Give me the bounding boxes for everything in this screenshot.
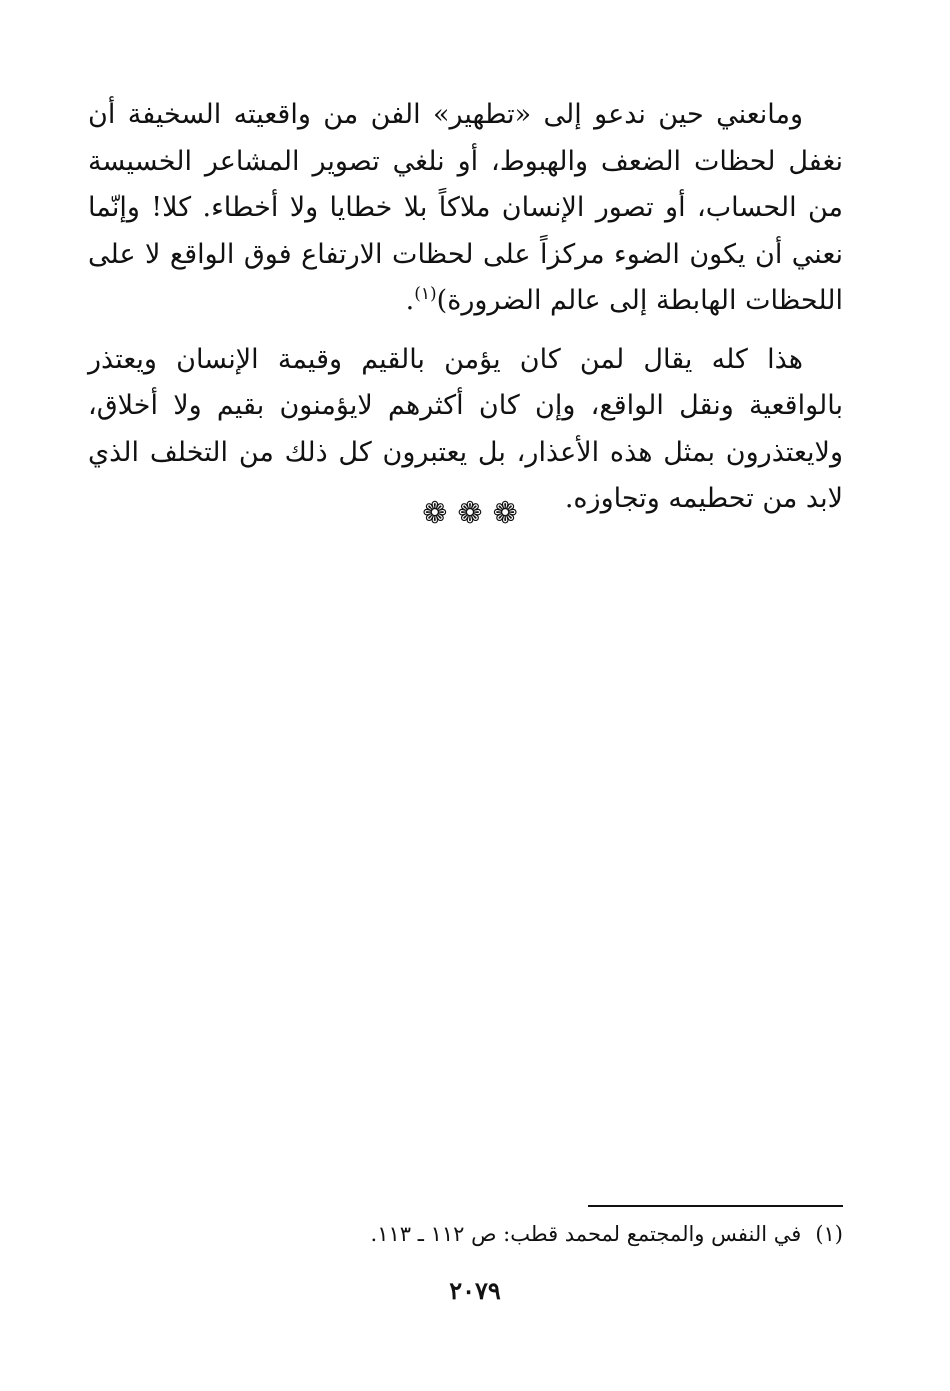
footnote-text: في النفس والمجتمع لمحمد قطب: ص ١١٢ ـ ١١٣. <box>370 1222 802 1246</box>
flower-ornament-icon: ❁ <box>457 496 493 531</box>
footnote <box>88 1218 843 1250</box>
paragraph-1-text: ومانعني حين ندعو إلى «تطهير» الفن من واقعيته السخيفة أن نغفل لحظات الضعف والهبوط، أو نلغي تصوير المشاعر الخسيسة من الحساب، أو تصور الإنسان ملاكاً بلا خطايا ولا أخطاء. كلا! وإنّما نعني أن يكون الضوء مركزاً على لحظات الارتفاع فوق الواقع لا على اللحظات الهابطة إلى عالم الضرورة) <box>88 99 843 316</box>
paragraph-2 <box>88 337 843 523</box>
body-text <box>88 92 843 523</box>
flower-ornament-icon: ❁ <box>492 496 528 531</box>
footnote-reference[interactable]: (١) <box>414 284 437 304</box>
footnote-divider <box>588 1205 843 1207</box>
section-ornaments <box>0 496 950 531</box>
footnote-number: (١) <box>815 1222 843 1246</box>
paragraph-1-tail: . <box>405 285 415 316</box>
flower-ornament-icon: ❁ <box>422 496 458 531</box>
page-number: ٢٠٧٩ <box>449 1276 501 1305</box>
paragraph-1 <box>88 92 843 325</box>
paragraph-2-text: هذا كله يقال لمن كان يؤمن بالقيم وقيمة الإنسان ويعتذر بالواقعية ونقل الواقع، وإن كان أكثرهم لايؤمنون بقيم ولا أخلاق، ولايعتذرون بمثل هذه الأعذار، بل يعتبرون كل ذلك من التخلف الذي لابد من تحطيمه وتجاوزه. <box>88 343 843 514</box>
